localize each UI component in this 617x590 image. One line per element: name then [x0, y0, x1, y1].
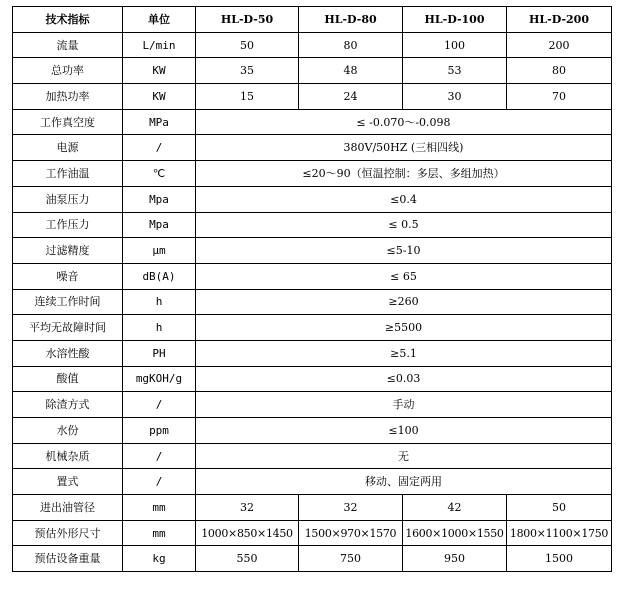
table-row	[13, 58, 612, 84]
table-row	[13, 84, 612, 110]
row-value-shared: ≤0.4	[196, 186, 612, 212]
table-row	[13, 443, 612, 469]
row-value: 1500×970×1570	[299, 520, 403, 546]
header-unit: 单位	[123, 7, 196, 33]
row-unit: dB(A)	[123, 263, 196, 289]
table-row	[13, 32, 612, 58]
row-value: 100	[403, 32, 507, 58]
row-value-shared: ≤100	[196, 418, 612, 444]
row-value: 750	[299, 546, 403, 572]
row-value: 32	[196, 495, 299, 521]
row-label: 水份	[13, 418, 123, 444]
row-unit: /	[123, 443, 196, 469]
row-value: 32	[299, 495, 403, 521]
row-value: 24	[299, 84, 403, 110]
row-unit: L/min	[123, 32, 196, 58]
row-label: 总功率	[13, 58, 123, 84]
row-value: 70	[507, 84, 612, 110]
row-label: 进出油管径	[13, 495, 123, 521]
row-value: 48	[299, 58, 403, 84]
table-row	[13, 109, 612, 135]
row-unit: h	[123, 315, 196, 341]
row-value: 50	[507, 495, 612, 521]
row-label: 过滤精度	[13, 238, 123, 264]
row-value-shared: ≤ 0.5	[196, 212, 612, 238]
row-value: 42	[403, 495, 507, 521]
table-row	[13, 520, 612, 546]
row-value-shared: ≤ 65	[196, 263, 612, 289]
row-unit: Mpa	[123, 186, 196, 212]
row-unit: ℃	[123, 161, 196, 187]
row-value: 1600×1000×1550	[403, 520, 507, 546]
header-model-200: HL-D-200	[507, 7, 612, 33]
table-row	[13, 366, 612, 392]
row-unit: μm	[123, 238, 196, 264]
row-unit: /	[123, 469, 196, 495]
table-row	[13, 263, 612, 289]
table-row	[13, 135, 612, 161]
table-row	[13, 340, 612, 366]
row-label: 置式	[13, 469, 123, 495]
row-unit: mm	[123, 520, 196, 546]
table-row	[13, 212, 612, 238]
row-unit: /	[123, 392, 196, 418]
row-value: 50	[196, 32, 299, 58]
row-label: 连续工作时间	[13, 289, 123, 315]
row-label: 除渣方式	[13, 392, 123, 418]
row-value-shared: ≥260	[196, 289, 612, 315]
row-label: 噪音	[13, 263, 123, 289]
row-value-shared: ≤5-10	[196, 238, 612, 264]
row-label: 预估外形尺寸	[13, 520, 123, 546]
header-model-100: HL-D-100	[403, 7, 507, 33]
header-model-80: HL-D-80	[299, 7, 403, 33]
row-value: 950	[403, 546, 507, 572]
row-label: 工作真空度	[13, 109, 123, 135]
row-unit: KW	[123, 58, 196, 84]
table-row	[13, 495, 612, 521]
table-row	[13, 238, 612, 264]
row-unit: mgKOH/g	[123, 366, 196, 392]
row-value: 80	[299, 32, 403, 58]
row-value-shared: ≤0.03	[196, 366, 612, 392]
row-label: 流量	[13, 32, 123, 58]
row-value-shared: ≤ -0.070～-0.098	[196, 109, 612, 135]
row-value: 1000×850×1450	[196, 520, 299, 546]
row-value: 30	[403, 84, 507, 110]
table-row	[13, 469, 612, 495]
row-label: 油泵压力	[13, 186, 123, 212]
row-value-shared: 手动	[196, 392, 612, 418]
row-unit: /	[123, 135, 196, 161]
row-label: 加热功率	[13, 84, 123, 110]
row-value-shared: 380V/50HZ (三相四线)	[196, 135, 612, 161]
row-label: 酸值	[13, 366, 123, 392]
row-value-shared: ≥5.1	[196, 340, 612, 366]
row-value: 1800×1100×1750	[507, 520, 612, 546]
row-value: 53	[403, 58, 507, 84]
row-label: 机械杂质	[13, 443, 123, 469]
row-unit: ppm	[123, 418, 196, 444]
row-label: 水溶性酸	[13, 340, 123, 366]
row-value-shared: 无	[196, 443, 612, 469]
table-row	[13, 161, 612, 187]
row-unit: kg	[123, 546, 196, 572]
row-unit: mm	[123, 495, 196, 521]
header-model-50: HL-D-50	[196, 7, 299, 33]
row-value-shared: ≥5500	[196, 315, 612, 341]
table-row	[13, 392, 612, 418]
row-value: 15	[196, 84, 299, 110]
spec-table	[12, 6, 612, 572]
table-row	[13, 289, 612, 315]
row-unit: h	[123, 289, 196, 315]
header-indicator: 技术指标	[13, 7, 123, 33]
row-value-shared: 移动、固定两用	[196, 469, 612, 495]
row-unit: Mpa	[123, 212, 196, 238]
row-value-shared: ≤20～90（恒温控制：多层、多组加热）	[196, 161, 612, 187]
row-label: 预估设备重量	[13, 546, 123, 572]
row-value: 550	[196, 546, 299, 572]
row-value: 35	[196, 58, 299, 84]
table-row	[13, 186, 612, 212]
row-value: 80	[507, 58, 612, 84]
row-unit: MPa	[123, 109, 196, 135]
row-label: 工作压力	[13, 212, 123, 238]
row-unit: KW	[123, 84, 196, 110]
row-label: 平均无故障时间	[13, 315, 123, 341]
row-label: 工作油温	[13, 161, 123, 187]
row-unit: PH	[123, 340, 196, 366]
table-row	[13, 315, 612, 341]
table-row	[13, 418, 612, 444]
row-value: 200	[507, 32, 612, 58]
row-value: 1500	[507, 546, 612, 572]
header-row	[13, 7, 612, 33]
row-label: 电源	[13, 135, 123, 161]
table-row	[13, 546, 612, 572]
